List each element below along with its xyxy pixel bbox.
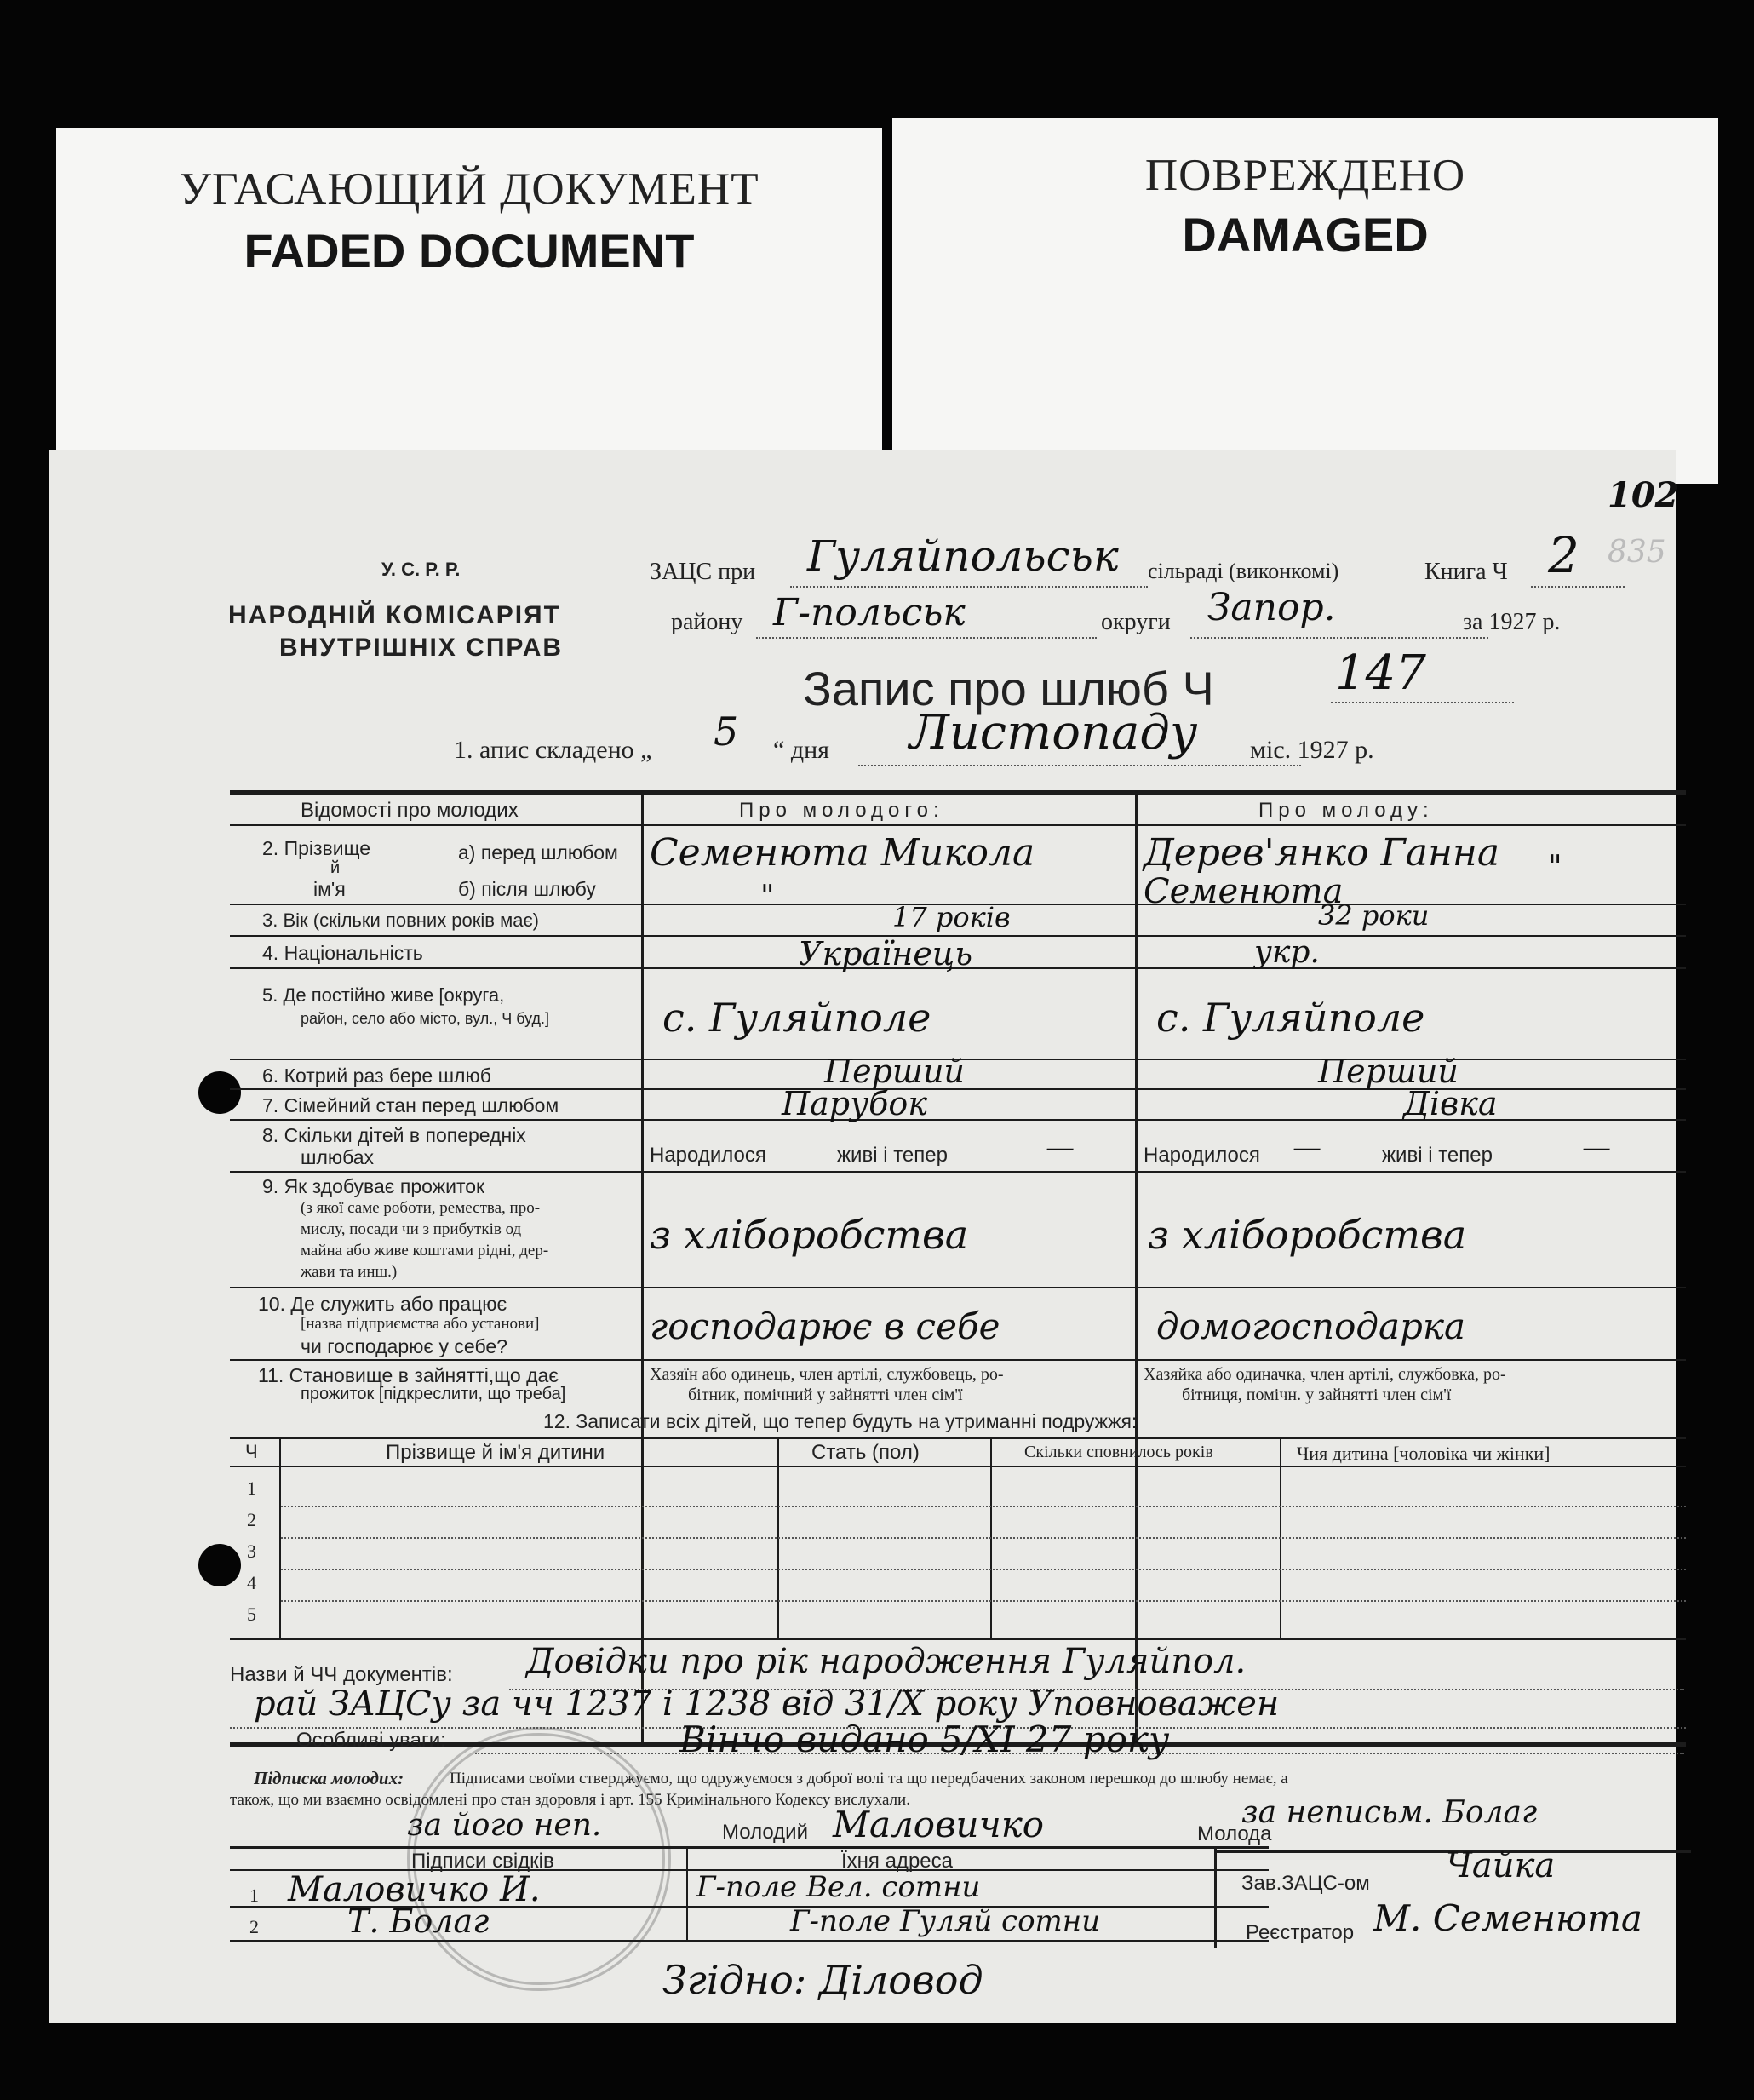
registrar-signature: М. Семенюта (1373, 1897, 1642, 1939)
children-row-1: 1 (247, 1477, 256, 1499)
groom-surname-after: " (760, 880, 775, 915)
row3-label: 3. Вік (скільки повних років має) (262, 909, 540, 931)
bride-nationality: укр. (1254, 935, 1320, 970)
groom-nationality: Українець (799, 935, 973, 973)
bride-born-label: Народилося (1144, 1144, 1260, 1167)
district-label: району (671, 609, 743, 635)
bride-livelihood: з хліборобства (1148, 1212, 1467, 1258)
groom-status-options2: бітник, помічний у зайнятті член сім'ї (688, 1386, 963, 1404)
compiled-month: Листопаду (909, 705, 1198, 760)
bride-workplace: домогосподарка (1156, 1305, 1466, 1347)
ministry-line2: ВНУТРІШНІХ СПРАВ (279, 634, 564, 662)
bride-children: — (1582, 1131, 1611, 1165)
witnesses-col-addr: Їхня адреса (841, 1850, 953, 1873)
okrug-label: округи (1101, 609, 1171, 635)
bride-ditto: " (1548, 850, 1562, 885)
zags-label: ЗАЦС при (650, 559, 756, 585)
witnesses-col-sign: Підписи свідків (411, 1850, 554, 1873)
bride-surname-before: Дерев'янко Ганна (1144, 831, 1500, 875)
row9-sub2: мислу, посади чи з прибутків од (301, 1220, 522, 1238)
groom-marriage-no: Перший (824, 1053, 965, 1090)
okrug-value: Запор. (1207, 586, 1336, 629)
bride-marital-status: Дівка (1403, 1085, 1498, 1122)
row11-label: 11. Становище в зайнятті,що дає (258, 1364, 559, 1386)
documents-line2: рай ЗАЦСу за чч 1237 і 1238 від 31/Х року Уповноважен (254, 1684, 1280, 1724)
row10-sub: [назва підприємства або установи] (301, 1315, 540, 1333)
zags-value: Гуляйпольськ (807, 531, 1119, 581)
groom-signature-note: за його неп. (407, 1808, 602, 1843)
children-col-name: Прізвище й ім'я дитини (386, 1441, 605, 1464)
row6-label: 6. Котрий раз бере шлюб (262, 1064, 491, 1087)
col-info-header: Відомості про молодих (301, 799, 519, 822)
district-value: Г-польськ (773, 591, 966, 634)
row2-label-and: й (330, 858, 341, 877)
faded-card-en: FADED DOCUMENT (244, 224, 695, 278)
council-label: сільраді (виконкомі) (1148, 559, 1339, 583)
punch-hole (198, 1544, 241, 1586)
bride-status-options: Хазяйка або одиначка, член артілі, службовка, ро- (1144, 1365, 1506, 1384)
faded-document-card (56, 128, 882, 485)
groom-born-label: Народилося (650, 1144, 766, 1167)
row2-label: 2. Прізвище (262, 837, 371, 859)
row5-sub: район, село або місто, вул., Ч буд.] (301, 1010, 550, 1027)
head-signature: Чайка (1446, 1846, 1556, 1885)
punch-hole (198, 1071, 241, 1114)
documents-line1: Довідки про рік народження Гуляйпол. (526, 1642, 1247, 1681)
documents-label: Назви й ЧЧ документів: (230, 1663, 453, 1686)
bride-marriage-no: Перший (1318, 1053, 1459, 1090)
row7-label: 7. Сімейний стан перед шлюбом (262, 1094, 559, 1116)
children-col-sex: Стать (пол) (811, 1441, 920, 1464)
row9-label: 9. Як здобуває прожиток (262, 1175, 485, 1197)
signature-label: Підписка молодих: (254, 1768, 404, 1788)
record-number: 147 (1335, 645, 1426, 701)
bride-age: 32 роки (1318, 899, 1430, 932)
republic-label: У. С. Р. Р. (381, 559, 461, 580)
signature-text1: Підписами своїми стверджуємо, що одружуємося з доброї волі та що передбачених законом перешкод до шлюбу немає, а (450, 1770, 1288, 1787)
book-label: Книга Ч (1424, 559, 1508, 585)
page-number-faded: 835 (1608, 535, 1666, 570)
page-title: Запис про шлюб Ч (803, 662, 1214, 715)
children-col-whose: Чия дитина [чоловіка чи жінки] (1297, 1443, 1551, 1464)
row2-after: б) після шлюбу (458, 878, 596, 900)
groom-status-options: Хазяїн або одинець, член артілі, службовець, ро- (650, 1365, 1004, 1384)
groom-alive-label: живі і тепер (837, 1144, 948, 1167)
ministry-line1: НАРОДНІЙ КОМІСАРІЯТ (228, 601, 561, 629)
notes-value: Вінчо видано 5/ХІ 27 року (679, 1718, 1170, 1760)
children-row-2: 2 (247, 1509, 256, 1530)
head-label: Зав.ЗАЦС-ом (1241, 1872, 1370, 1895)
groom-surname-before: Семенюта Микола (650, 831, 1035, 875)
registrar-label: Реєстратор (1246, 1921, 1355, 1944)
witness-2-addr: Г-поле Гуляй сотни (790, 1904, 1101, 1938)
children-col-age: Скільки сповнилось років (1024, 1443, 1213, 1461)
compiled-suffix: міс. 1927 р. (1250, 736, 1374, 764)
row11-sub: прожиток [підкреслити, що треба] (301, 1385, 566, 1403)
bride-signature-note: за неписьм. Болаг (1241, 1795, 1538, 1830)
compiled-prefix: 1. апис складено „ (454, 736, 652, 764)
children-row-3: 3 (247, 1541, 256, 1562)
row8-label: 8. Скільки дітей в попередніх (262, 1124, 526, 1146)
children-title: 12. Записати всіх дітей, що тепер будуть на утриманні подружжя: (543, 1410, 1138, 1432)
bride-residence: с. Гуляйполе (1156, 995, 1425, 1041)
compiled-day: 5 (714, 709, 739, 755)
bride-signature-label: Молода (1197, 1822, 1272, 1845)
groom-children: — (1046, 1131, 1075, 1165)
groom-signature: Маловичко (833, 1804, 1045, 1845)
row2-before: а) перед шлюбом (458, 841, 618, 864)
witness-1-no: 1 (249, 1885, 259, 1906)
damaged-card-ru: ПОВРЕЖДЕНО (1144, 151, 1466, 200)
groom-signature-label: Молодий (722, 1821, 808, 1844)
row2-label-name: ім'я (313, 878, 346, 900)
col-bride-header: Про молоду: (1258, 799, 1434, 822)
signature-text2: також, що ми взаємно освідомлені про стан здоровля і арт. 155 Кримінального Кодексу вислухали. (230, 1791, 910, 1809)
row5-label: 5. Де постійно живе [округа, (262, 984, 505, 1006)
row4-label: 4. Національність (262, 942, 423, 964)
notes-label: Особливі уваги: (296, 1729, 446, 1752)
certified-signature: Згідно: Діловод (662, 1957, 983, 2003)
groom-residence: с. Гуляйполе (662, 995, 931, 1041)
faded-card-ru: УГАСАЮЩИЙ ДОКУМЕНТ (179, 164, 759, 214)
groom-age: 17 років (892, 901, 1011, 933)
row10-sub2: чи господарює у себе? (301, 1335, 507, 1357)
children-row-4: 4 (247, 1572, 256, 1593)
witness-2-sign: Т. Болаг (347, 1902, 490, 1940)
damaged-card-en: DAMAGED (1182, 208, 1429, 261)
bride-children-born: — (1293, 1131, 1321, 1165)
page-number: 102 (1608, 475, 1679, 515)
book-value: 2 (1548, 526, 1579, 584)
marriage-record-form (49, 450, 1679, 2023)
row8-sub: шлюбах (301, 1146, 375, 1168)
bride-status-options2: бітниця, помічн. у зайнятті член сім'ї (1182, 1386, 1452, 1404)
row10-label: 10. Де служить або працює (258, 1293, 507, 1315)
groom-workplace: господарює в себе (650, 1305, 1000, 1347)
year-label: за 1927 р. (1463, 609, 1561, 635)
witness-1-sign: Маловичко И. (288, 1870, 541, 1909)
witness-1-addr: Г-поле Вел. сотни (696, 1870, 981, 1904)
witness-2-no: 2 (249, 1916, 259, 1937)
row9-sub4: жави та инш.) (301, 1263, 398, 1281)
row9-sub1: (з якої саме роботи, ремества, про- (301, 1199, 541, 1217)
groom-marital-status: Парубок (782, 1085, 927, 1122)
row9-sub3: майна або живе коштами рідні, дер- (301, 1242, 549, 1259)
damaged-card (892, 118, 1718, 484)
groom-livelihood: з хліборобства (650, 1212, 969, 1258)
bride-surname-after: Семенюта (1144, 872, 1344, 911)
col-groom-header: Про молодого: (739, 799, 944, 822)
children-row-5: 5 (247, 1604, 256, 1625)
bride-alive-label: живі і тепер (1382, 1144, 1493, 1167)
compiled-day-label: “ дня (773, 736, 829, 764)
children-col-no: Ч (245, 1441, 258, 1462)
